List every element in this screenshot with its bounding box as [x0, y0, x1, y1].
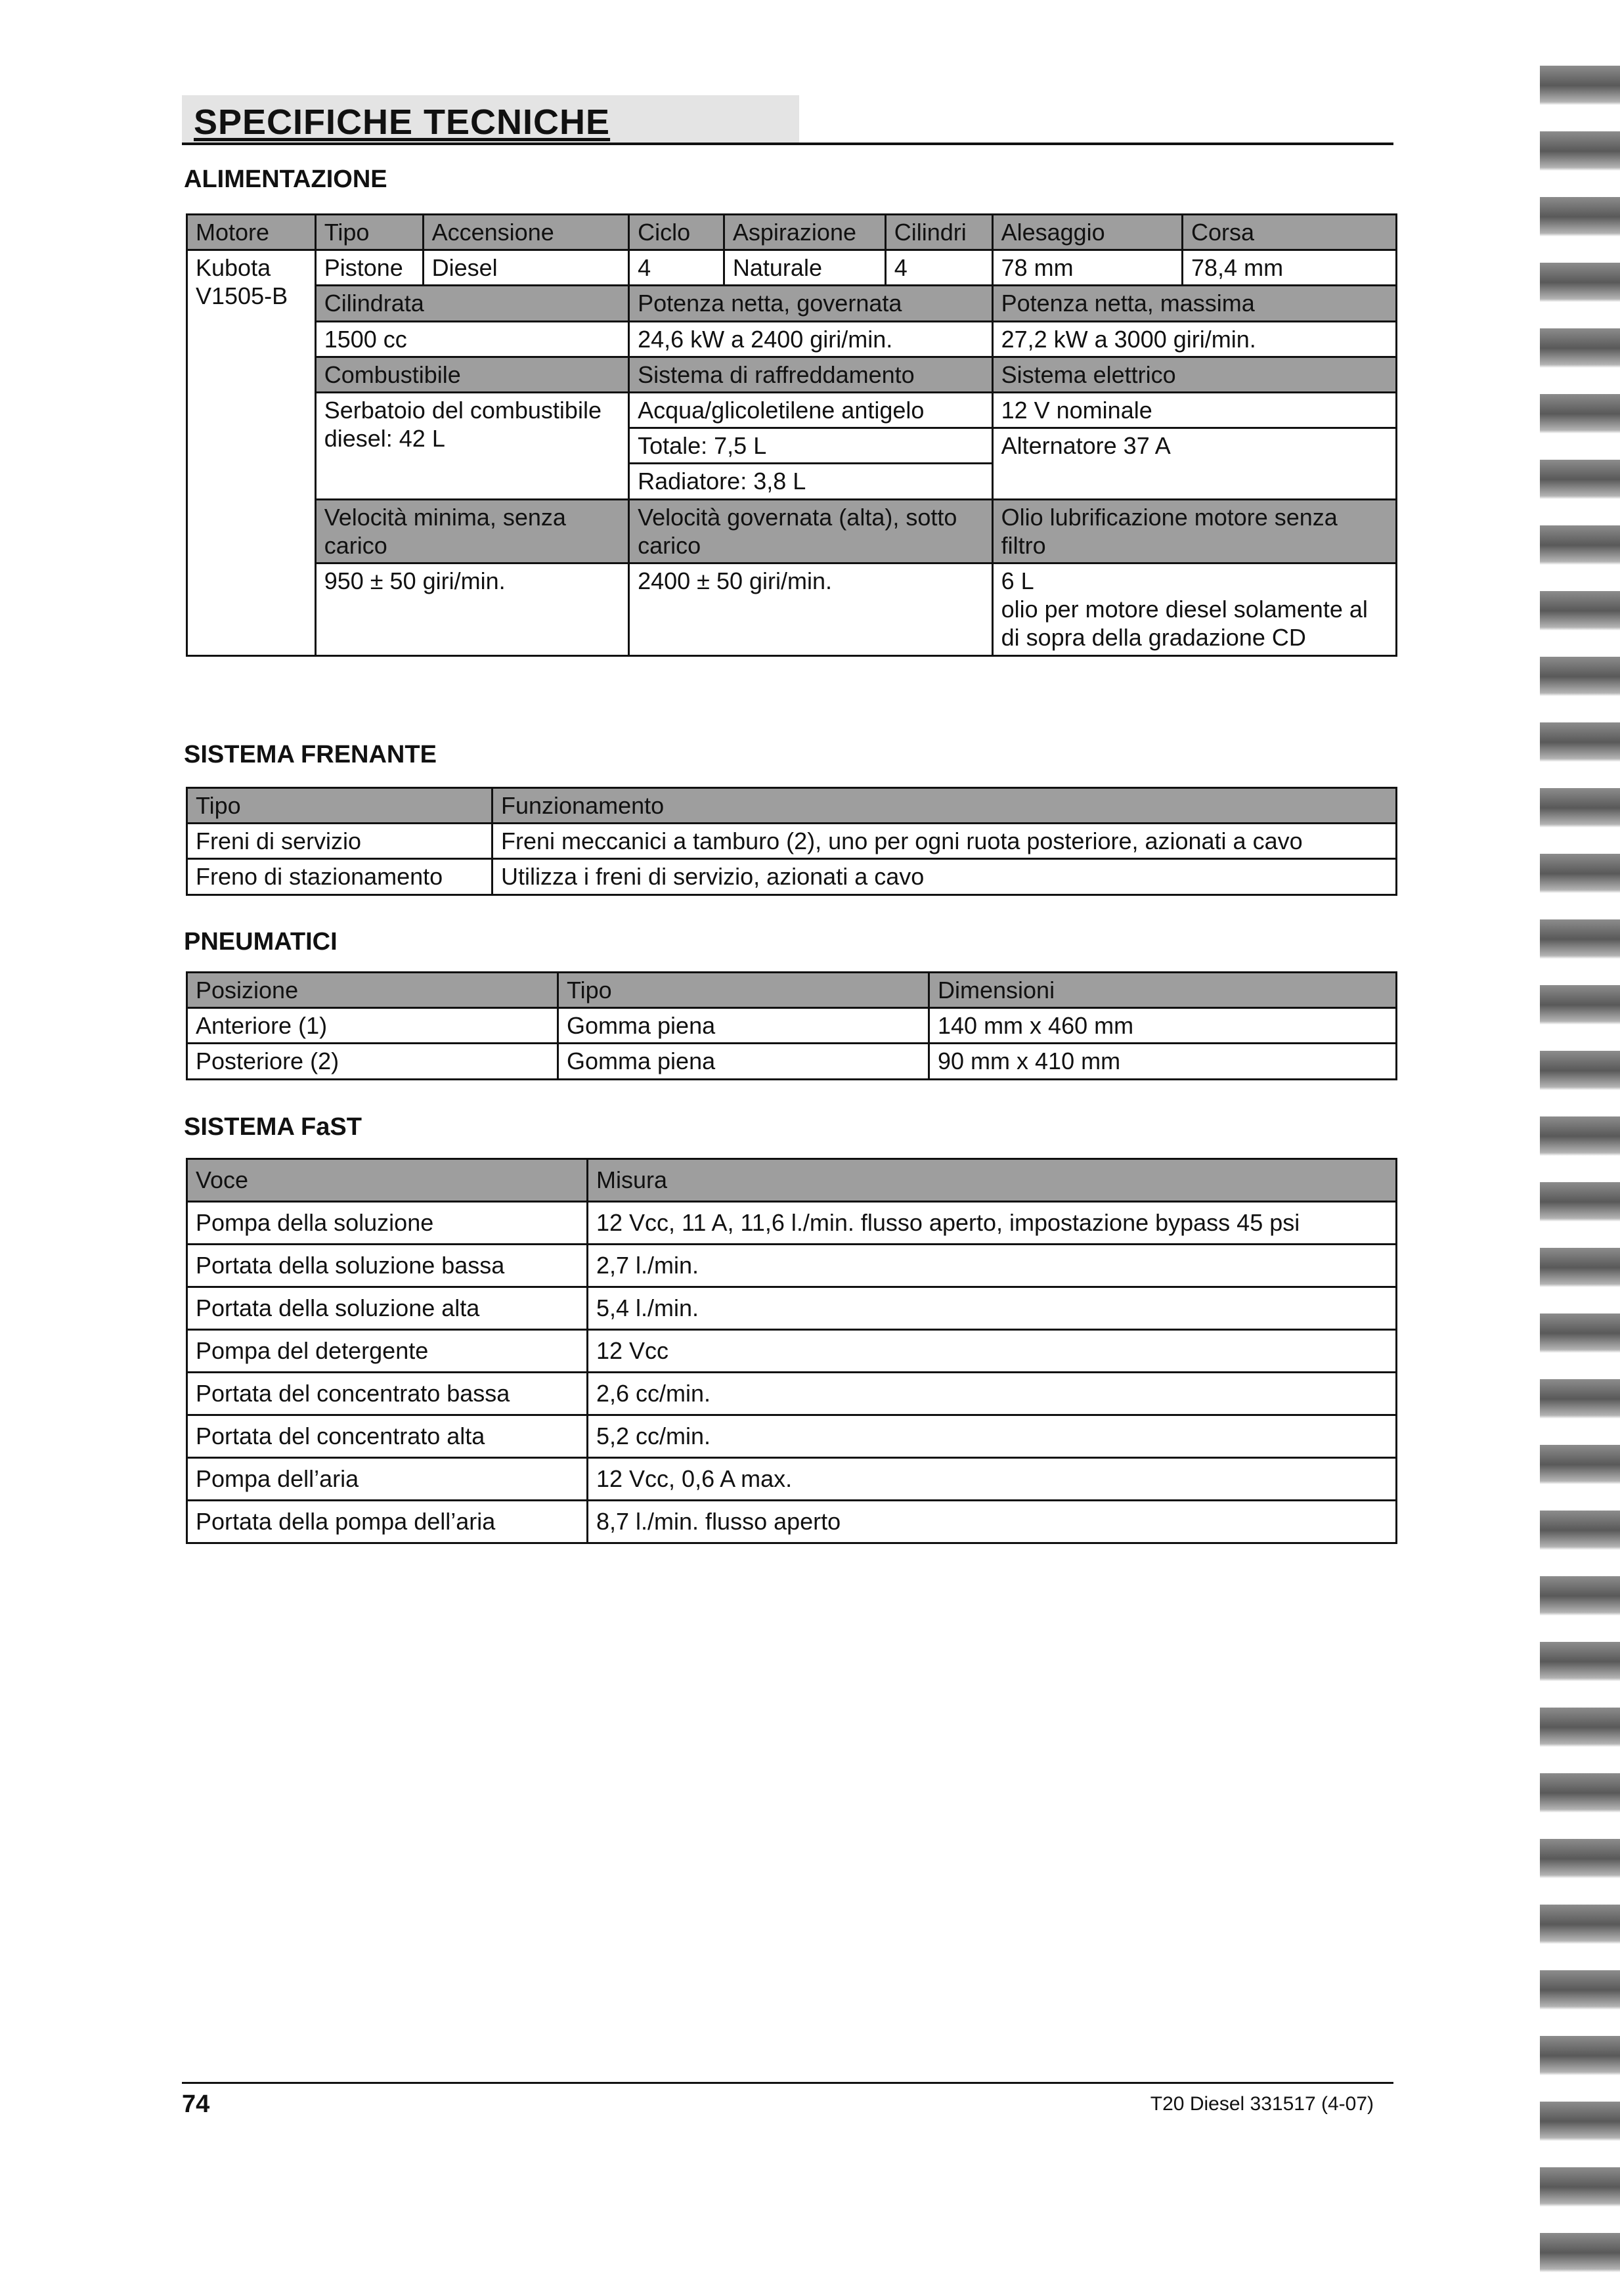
table-row [187, 1202, 1397, 1245]
cell-alesaggio: 78 mm [992, 250, 1182, 286]
cell-misura: 12 Vcc, 11 A, 11,6 l./min. flusso aperto, impostazione bypass 45 psi [588, 1202, 1397, 1245]
cell-voce: Pompa del detergente [187, 1330, 588, 1373]
header-cilindrata: Cilindrata [315, 286, 628, 321]
table-row [187, 1458, 1397, 1501]
cell-misura: 12 Vcc, 0,6 A max. [588, 1458, 1397, 1501]
header-olio: Olio lubrificazione motore senza filtro [992, 499, 1396, 563]
cell-voce: Pompa dell’aria [187, 1458, 588, 1501]
cell-tipo: Freno di stazionamento [187, 859, 493, 894]
section-fast: SISTEMA FaST [184, 1113, 362, 1141]
header-tipo: Tipo [315, 215, 423, 250]
cell-posizione: Posteriore (2) [187, 1044, 558, 1079]
cell-voce: Portata della pompa dell’aria [187, 1501, 588, 1543]
page-number: 74 [182, 2090, 210, 2118]
cell-cilindri: 4 [885, 250, 992, 286]
cell-olio [992, 563, 1396, 655]
header-dimensioni: Dimensioni [929, 973, 1397, 1008]
table-row [187, 1245, 1397, 1287]
cell-velocita-minima: 950 ± 50 giri/min. [315, 563, 628, 655]
header-voce: Voce [187, 1159, 588, 1202]
table-row [187, 824, 1397, 859]
section-pneumatici: PNEUMATICI [184, 928, 338, 956]
cell-elettrico: 12 V nominale [992, 392, 1396, 428]
cell-accensione: Diesel [423, 250, 628, 286]
cell-voce: Portata del concentrato alta [187, 1415, 588, 1458]
cell-dimensioni: 90 mm x 410 mm [929, 1044, 1397, 1079]
header-raffreddamento: Sistema di raffreddamento [629, 357, 992, 392]
cell-potenza-massima: 27,2 kW a 3000 giri/min. [992, 321, 1396, 357]
fast-table [186, 1158, 1397, 1544]
table-row [187, 1008, 1397, 1044]
header-elettrico: Sistema elettrico [992, 357, 1396, 392]
table-row [187, 859, 1397, 894]
cell-aspirazione: Naturale [724, 250, 885, 286]
table-row [187, 1415, 1397, 1458]
cell-funzionamento: Utilizza i freni di servizio, azionati a cavo [493, 859, 1397, 894]
header-corsa: Corsa [1183, 215, 1397, 250]
frenante-table [186, 787, 1397, 896]
table-row [187, 1330, 1397, 1373]
cell-ciclo: 4 [629, 250, 724, 286]
cell-tipo: Pistone [315, 250, 423, 286]
cell-voce: Pompa della soluzione [187, 1202, 588, 1245]
cell-corsa: 78,4 mm [1183, 250, 1397, 286]
cell-velocita-governata: 2400 ± 50 giri/min. [629, 563, 992, 655]
cell-misura: 5,2 cc/min. [588, 1415, 1397, 1458]
header-alesaggio: Alesaggio [992, 215, 1182, 250]
header-combustibile: Combustibile [315, 357, 628, 392]
page-title: SPECIFICHE TECNICHE [194, 102, 611, 142]
cell-voce: Portata della soluzione bassa [187, 1245, 588, 1287]
header-velocita-governata: Velocità governata (alta), sotto carico [629, 499, 992, 563]
alimentazione-table [186, 213, 1397, 657]
cell-misura: 5,4 l./min. [588, 1287, 1397, 1330]
cell-totale: Totale: 7,5 L [629, 428, 992, 464]
header-potenza-governata: Potenza netta, governata [629, 286, 992, 321]
cell-motore: Kubota V1505-B [187, 250, 316, 656]
header-funzionamento: Funzionamento [493, 788, 1397, 824]
cell-potenza-governata: 24,6 kW a 2400 giri/min. [629, 321, 992, 357]
header-tipo: Tipo [558, 973, 929, 1008]
cell-radiatore: Radiatore: 3,8 L [629, 464, 992, 499]
cell-misura: 2,6 cc/min. [588, 1373, 1397, 1415]
header-motore: Motore [187, 215, 316, 250]
cell-combustibile: Serbatoio del combustibile diesel: 42 L [315, 392, 628, 499]
cell-tipo: Gomma piena [558, 1008, 929, 1044]
page-footer [182, 2082, 1393, 2123]
cell-funzionamento: Freni meccanici a tamburo (2), uno per ogni ruota posteriore, azionati a cavo [493, 824, 1397, 859]
header-accensione: Accensione [423, 215, 628, 250]
olio-note: olio per motore diesel solamente al di sopra della gradazione CD [1001, 596, 1368, 651]
header-tipo: Tipo [187, 788, 493, 824]
header-velocita-minima: Velocità minima, senza carico [315, 499, 628, 563]
cell-tipo: Freni di servizio [187, 824, 493, 859]
table-row [187, 1044, 1397, 1079]
cell-voce: Portata della soluzione alta [187, 1287, 588, 1330]
cell-tipo: Gomma piena [558, 1044, 929, 1079]
header-aspirazione: Aspirazione [724, 215, 885, 250]
section-alimentazione: ALIMENTAZIONE [184, 166, 387, 193]
cell-misura: 12 Vcc [588, 1330, 1397, 1373]
cell-cilindrata: 1500 cc [315, 321, 628, 357]
olio-quantita: 6 L [1001, 567, 1034, 594]
document-reference: T20 Diesel 331517 (4-07) [1150, 2093, 1374, 2115]
cell-voce: Portata del concentrato bassa [187, 1373, 588, 1415]
spiral-binding [1540, 39, 1620, 2296]
header-posizione: Posizione [187, 973, 558, 1008]
header-misura: Misura [588, 1159, 1397, 1202]
table-row [187, 1287, 1397, 1330]
cell-alternatore: Alternatore 37 A [992, 428, 1396, 499]
cell-raffreddamento: Acqua/glicoletilene antigelo [629, 392, 992, 428]
header-cilindri: Cilindri [885, 215, 992, 250]
cell-misura: 2,7 l./min. [588, 1245, 1397, 1287]
cell-dimensioni: 140 mm x 460 mm [929, 1008, 1397, 1044]
table-row [187, 1373, 1397, 1415]
table-row [187, 1501, 1397, 1543]
section-frenante: SISTEMA FRENANTE [184, 741, 437, 768]
header-ciclo: Ciclo [629, 215, 724, 250]
pneumatici-table [186, 971, 1397, 1080]
cell-misura: 8,7 l./min. flusso aperto [588, 1501, 1397, 1543]
page-title-bar [182, 95, 1393, 145]
header-potenza-massima: Potenza netta, massima [992, 286, 1396, 321]
cell-posizione: Anteriore (1) [187, 1008, 558, 1044]
